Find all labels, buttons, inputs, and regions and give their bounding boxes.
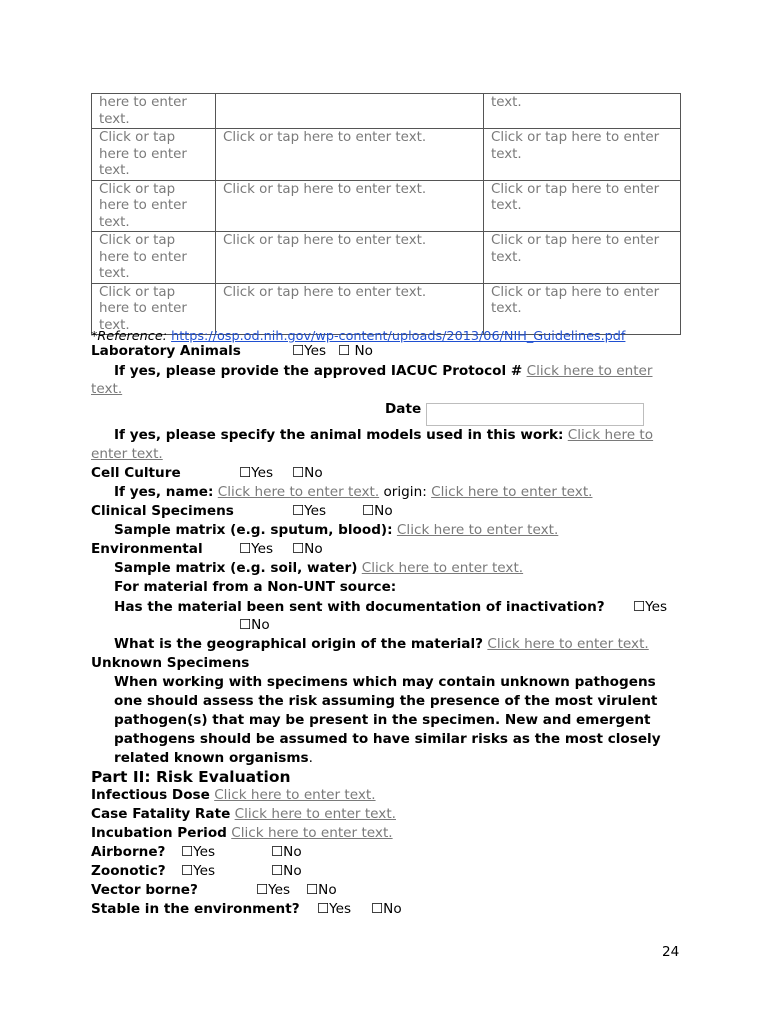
airborne-label: Airborne?	[91, 844, 166, 860]
animal-models-row	[114, 426, 653, 445]
zoonotic-label: Zoonotic?	[91, 863, 166, 879]
iacuc-row	[114, 362, 653, 381]
reference-link[interactable]: https://osp.od.nih.gov/wp-content/uploads/2013/06/NIH_Guidelines.pdf	[171, 329, 626, 344]
animal-models-row-cont	[91, 445, 163, 464]
table-cell[interactable]: Click or tap here to enter text.	[216, 283, 484, 335]
cell-culture-origin-input[interactable]: Click here to enter text.	[431, 484, 593, 500]
infectious-dose-row	[91, 786, 376, 805]
table-row	[92, 94, 681, 129]
fatality-rate-row	[91, 805, 396, 824]
table-cell[interactable]	[216, 94, 484, 129]
table-row	[92, 180, 681, 232]
table-cell[interactable]: text.	[484, 94, 681, 129]
lab-animals-yes-checkbox[interactable]: ☐Yes	[292, 343, 327, 359]
table-row	[92, 129, 681, 181]
vector-borne-no-checkbox[interactable]: ☐No	[306, 882, 337, 898]
fatality-rate-input[interactable]: Click here to enter text.	[234, 806, 396, 822]
incubation-period-row	[91, 824, 393, 843]
geo-origin-row	[114, 635, 649, 654]
lab-animals-label: Laboratory Animals	[91, 343, 241, 359]
table-cell[interactable]: Click or tap here to enter text.	[484, 232, 681, 284]
environmental-matrix-row	[114, 559, 523, 578]
table-cell[interactable]: Click or tap here to enter text.	[484, 283, 681, 335]
reference-label: *Reference:	[91, 329, 168, 344]
stable-environment-yes-checkbox[interactable]: ☐Yes	[317, 901, 352, 917]
airborne-no-checkbox[interactable]: ☐No	[271, 844, 302, 860]
table-cell[interactable]: Click or tap here to enter text.	[216, 180, 484, 232]
incubation-period-input[interactable]: Click here to enter text.	[231, 825, 393, 841]
animal-models-label: If yes, please specify the animal models used in this work:	[114, 427, 564, 443]
table-cell[interactable]: Click or tap here to enter text.	[92, 180, 216, 232]
unknown-specimens-paragraph	[114, 673, 684, 768]
geo-origin-input[interactable]: Click here to enter text.	[487, 636, 649, 652]
stable-environment-no-checkbox[interactable]: ☐No	[371, 901, 402, 917]
infectious-dose-label: Infectious Dose	[91, 787, 210, 803]
environmental-yes-checkbox[interactable]: ☐Yes	[239, 541, 274, 557]
table-cell[interactable]: Click or tap here to enter text.	[92, 129, 216, 181]
table-cell[interactable]: here to enter text.	[92, 94, 216, 129]
table-cell[interactable]: Click or tap here to enter text.	[484, 180, 681, 232]
inactivation-no-checkbox[interactable]: ☐No	[239, 617, 270, 633]
animal-models-input-cont[interactable]: enter text.	[91, 446, 163, 462]
infectious-dose-input[interactable]: Click here to enter text.	[214, 787, 376, 803]
clinical-matrix-row	[114, 521, 558, 540]
table-row	[92, 232, 681, 284]
vector-borne-label: Vector borne?	[91, 882, 198, 898]
geo-origin-question: What is the geographical origin of the material?	[114, 636, 484, 652]
cell-culture-label: Cell Culture	[91, 465, 181, 481]
part2-heading: Part II: Risk Evaluation	[91, 768, 291, 786]
non-unt-label: For material from a Non-UNT source:	[114, 579, 397, 595]
cell-culture-origin-label: origin:	[383, 484, 427, 500]
lab-animals-row	[91, 342, 241, 361]
cell-culture-no-checkbox[interactable]: ☐No	[292, 465, 323, 481]
cell-culture-name-row	[114, 483, 592, 502]
environmental-matrix-label: Sample matrix (e.g. soil, water)	[114, 560, 358, 576]
iacuc-input-cont[interactable]: text.	[91, 381, 123, 397]
environmental-no-checkbox[interactable]: ☐No	[292, 541, 323, 557]
zoonotic-yes-checkbox[interactable]: ☐Yes	[181, 863, 216, 879]
stable-environment-label: Stable in the environment?	[91, 901, 300, 917]
agents-table	[91, 93, 681, 335]
unknown-specimens-label: Unknown Specimens	[91, 655, 250, 671]
date-input[interactable]	[426, 403, 644, 426]
cell-culture-yes-checkbox[interactable]: ☐Yes	[239, 465, 274, 481]
clinical-matrix-label: Sample matrix (e.g. sputum, blood):	[114, 522, 393, 538]
fatality-rate-label: Case Fatality Rate	[91, 806, 231, 822]
iacuc-row-cont	[91, 380, 122, 399]
date-label: Date	[385, 401, 422, 417]
clinical-no-checkbox[interactable]: ☐No	[362, 503, 393, 519]
vector-borne-yes-checkbox[interactable]: ☐Yes	[256, 882, 291, 898]
table-cell[interactable]: Click or tap here to enter text.	[216, 232, 484, 284]
inactivation-question: Has the material been sent with documentation of inactivation?	[114, 599, 605, 615]
table-cell[interactable]: Click or tap here to enter text.	[484, 129, 681, 181]
unknown-paragraph-text: When working with specimens which may contain unknown pathogens one should assess the risk assuming the presence of the most virulent pathogen(s) that may be present in the specimen. New and emergent pathogens should be assumed to have similar risks as the most closely related known organisms	[114, 674, 661, 766]
incubation-period-label: Incubation Period	[91, 825, 227, 841]
lab-animals-no-checkbox[interactable]: ☐ No	[338, 343, 373, 359]
table-cell[interactable]: Click or tap here to enter text.	[216, 129, 484, 181]
clinical-matrix-input[interactable]: Click here to enter text.	[396, 522, 559, 538]
iacuc-label: If yes, please provide the approved IACUC Protocol #	[114, 363, 523, 379]
clinical-yes-checkbox[interactable]: ☐Yes	[292, 503, 327, 519]
cell-culture-name-input[interactable]: Click here to enter text.	[217, 484, 380, 500]
zoonotic-no-checkbox[interactable]: ☐No	[271, 863, 302, 879]
animal-models-input[interactable]: Click here to	[567, 427, 654, 443]
iacuc-input[interactable]: Click here to enter	[526, 363, 653, 379]
inactivation-yes-checkbox[interactable]: ☐Yes	[633, 599, 668, 615]
airborne-yes-checkbox[interactable]: ☐Yes	[181, 844, 216, 860]
page-number: 24	[662, 944, 680, 960]
environmental-label: Environmental	[91, 541, 203, 557]
unknown-paragraph-period: .	[308, 750, 313, 766]
table-cell[interactable]: Click or tap here to enter text.	[92, 283, 216, 335]
environmental-matrix-input[interactable]: Click here to enter text.	[361, 560, 524, 576]
cell-culture-name-label: If yes, name:	[114, 484, 214, 500]
clinical-label: Clinical Specimens	[91, 503, 234, 519]
table-cell[interactable]: Click or tap here to enter text.	[92, 232, 216, 284]
